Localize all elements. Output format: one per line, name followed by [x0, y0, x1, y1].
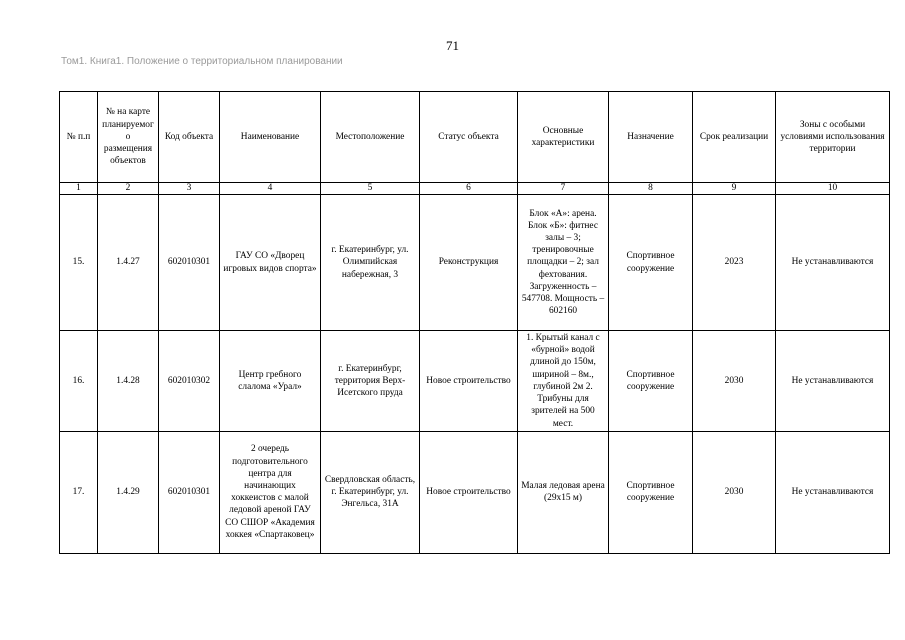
table-row — [60, 195, 890, 331]
objects-table — [59, 91, 890, 554]
column-number: 1 — [60, 183, 98, 195]
object-location: г. Екатеринбург, территория Верх-Исетского пруда — [321, 331, 420, 432]
header-row — [60, 92, 890, 183]
column-header: Срок реализации — [693, 92, 776, 183]
special-zones: Не устанавливаются — [776, 431, 890, 553]
object-location: Свердловская область, г. Екатеринбург, ул. Энгельса, 31А — [321, 431, 420, 553]
page-number: 71 — [446, 38, 459, 53]
object-code: 602010302 — [159, 331, 220, 432]
object-status: Реконструкция — [420, 195, 518, 331]
row-number: 15. — [60, 195, 98, 331]
object-characteristics: Блок «А»: арена. Блок «Б»: фитнес залы – 3; тренировочные площадки – 2; зал фехтования. Загруженность – 547708. Мощность – 602160 — [518, 195, 609, 331]
column-header: Назначение — [609, 92, 693, 183]
object-name: Центр гребного слалома «Урал» — [220, 331, 321, 432]
column-number: 5 — [321, 183, 420, 195]
column-number: 4 — [220, 183, 321, 195]
column-header: Основные характеристики — [518, 92, 609, 183]
column-number: 10 — [776, 183, 890, 195]
column-header: Статус объекта — [420, 92, 518, 183]
object-code: 602010301 — [159, 431, 220, 553]
column-header: Зоны с особыми условиями использования территории — [776, 92, 890, 183]
column-header: Наименование — [220, 92, 321, 183]
column-number: 3 — [159, 183, 220, 195]
object-purpose: Спортивное сооружение — [609, 331, 693, 432]
object-purpose: Спортивное сооружение — [609, 431, 693, 553]
object-purpose: Спортивное сооружение — [609, 195, 693, 331]
column-header: Код объекта — [159, 92, 220, 183]
implementation-term: 2023 — [693, 195, 776, 331]
implementation-term: 2030 — [693, 431, 776, 553]
object-name: ГАУ СО «Дворец игровых видов спорта» — [220, 195, 321, 331]
special-zones: Не устанавливаются — [776, 331, 890, 432]
special-zones: Не устанавливаются — [776, 195, 890, 331]
table-row — [60, 331, 890, 432]
object-status: Новое строительство — [420, 431, 518, 553]
column-number: 8 — [609, 183, 693, 195]
map-number: 1.4.27 — [98, 195, 159, 331]
table-row — [60, 431, 890, 553]
column-header: Местоположение — [321, 92, 420, 183]
running-header: Том1. Книга1. Положение о территориальном планировании — [61, 56, 343, 67]
column-number: 6 — [420, 183, 518, 195]
object-characteristics: Малая ледовая арена (29х15 м) — [518, 431, 609, 553]
column-number: 2 — [98, 183, 159, 195]
map-number: 1.4.29 — [98, 431, 159, 553]
row-number: 16. — [60, 331, 98, 432]
column-header: № на карте планируемого размещения объектов — [98, 92, 159, 183]
implementation-term: 2030 — [693, 331, 776, 432]
map-number: 1.4.28 — [98, 331, 159, 432]
object-code: 602010301 — [159, 195, 220, 331]
column-number: 9 — [693, 183, 776, 195]
column-number: 7 — [518, 183, 609, 195]
object-status: Новое строительство — [420, 331, 518, 432]
column-number-row — [60, 183, 890, 195]
row-number: 17. — [60, 431, 98, 553]
object-name: 2 очередь подготовительного центра для начинающих хоккеистов с малой ледовой ареной ГАУ СО СШОР «Академия хоккея «Спартаковец» — [220, 431, 321, 553]
object-characteristics: 1. Крытый канал с «бурной» водой длиной до 150м, шириной – 8м., глубиной 2м 2. Трибуны для зрителей на 500 мест. — [518, 331, 609, 432]
column-header: № п.п — [60, 92, 98, 183]
object-location: г. Екатеринбург, ул. Олимпийская набережная, 3 — [321, 195, 420, 331]
